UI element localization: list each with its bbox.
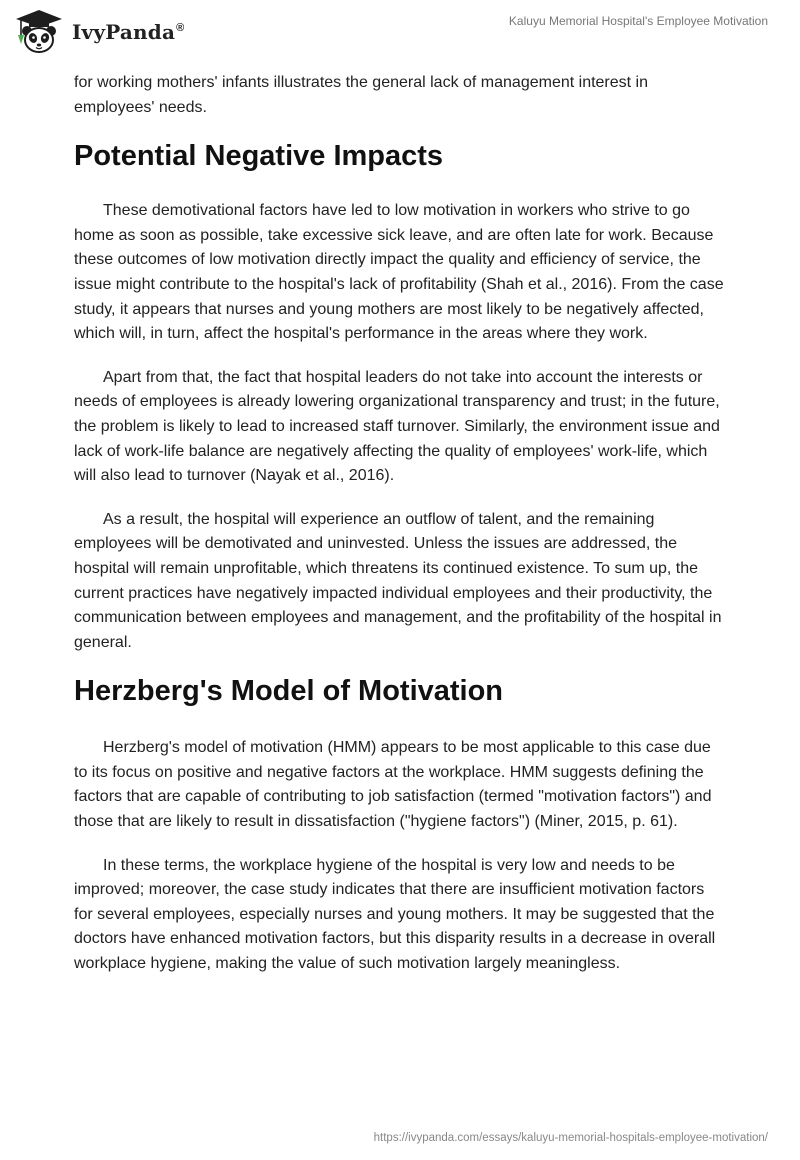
source-url[interactable]: https://ivypanda.com/essays/kaluyu-memorial-hospitals-employee-motivation/ [373, 1132, 768, 1144]
paragraph: Herzberg's model of motivation (HMM) appears to be most applicable to this case due to its focus on positive and negative factors at the workplace. HMM suggests defining the factors that are capable of contributing to job satisfaction (termed "motivation factors") and those that are likely to result in dissatisfaction ("hygiene factors") (Miner, 2015, p. 61). [74, 739, 712, 831]
panda-graduate-icon [12, 8, 66, 56]
document-title: Kaluyu Memorial Hospital's Employee Motivation [508, 14, 768, 28]
page-header [0, 0, 800, 62]
paragraph: In these terms, the workplace hygiene of the hospital is very low and needs to be improved; moreover, the case study indicates that there are insufficient motivation factors for several employees, especially nurses and young mothers. It may be suggested that the doctors have enhanced motivation factors, but this disparity results in a decrease in overall workplace hygiene, making the value of such motivation largely meaningless. [74, 856, 716, 973]
heading-herzbergs-model: Herzberg's Model of Motivation [74, 675, 504, 708]
paragraph: As a result, the hospital will experience an outflow of talent, and the remaining employees will be demotivated and uninvested. Unless the issues are addressed, the hospital will remain unprofitable, which threatens its continued existence. To sum up, the current practices have negatively impacted individual employees and their productivity, the communication between employees and management, and the profitability of the hospital in general. [74, 510, 722, 651]
intro-paragraph-fragment: for working mothers' infants illustrates the general lack of management interest in employees' needs. [74, 74, 648, 116]
essay-content [74, 71, 726, 996]
paragraph: Apart from that, the fact that hospital leaders do not take into account the interests or needs of employees is already lowering organizational transparency and trust; in the future, the problem is likely to lead to increased staff turnover. Similarly, the environment issue and lack of work-life balance are negatively affecting the quality of employees' work-life, which will also lead to turnover (Nayak et al., 2016). [74, 368, 720, 485]
heading-potential-negative-impacts: Potential Negative Impacts [74, 140, 444, 173]
ivypanda-logo[interactable] [12, 8, 184, 56]
paragraph: These demotivational factors have led to low motivation in workers who strive to go home as soon as possible, take excessive sick leave, and are often late for work. Because these outcomes of low motivation directly impact the quality and efficiency of service, the issue might contribute to the hospital's lack of profitability (Shah et al., 2016). From the case study, it appears that nurses and young mothers are most likely to be negatively affected, which will, in turn, affect the hospital's performance in the areas where they work. [74, 202, 724, 343]
brand-name: IvyPanda® [72, 20, 185, 44]
